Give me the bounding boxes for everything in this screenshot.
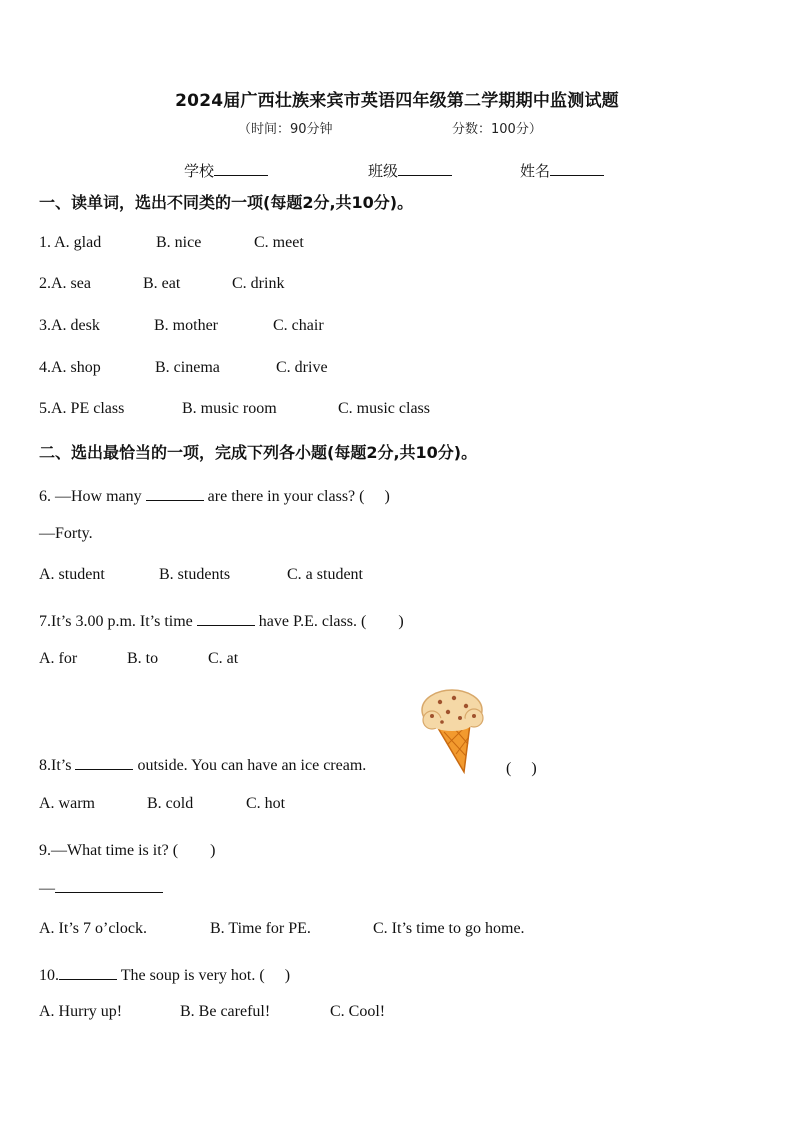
q10-option-a: A. Hurry up!: [39, 1003, 123, 1020]
q6-blank: [146, 486, 204, 501]
q7-stem-pre: 7.It’s 3.00 p.m. It’s time: [39, 613, 193, 630]
q10-blank: [59, 965, 117, 980]
q9-option-c: C. It’s time to go home.: [373, 920, 525, 937]
q8-option-b: B. cold: [147, 795, 194, 812]
q1-option-a: 1. A. glad: [39, 234, 102, 251]
q6-question: [39, 483, 390, 506]
name-label: 姓名: [520, 162, 551, 180]
q8-question: [39, 755, 366, 775]
q7-blank: [197, 611, 255, 626]
q2-option-b: B. eat: [143, 275, 181, 292]
q6-stem-pre: 6. —How many: [39, 488, 142, 505]
q9-blank: [55, 878, 163, 893]
q9-answer-dash: —: [39, 880, 55, 897]
q9-answer-line: [39, 878, 163, 898]
q8-blank: [75, 755, 133, 770]
q9-question: 9.—What time is it? ( ): [39, 842, 216, 859]
q10-option-c: C. Cool!: [330, 1003, 386, 1020]
q2-option-c: C. drink: [232, 275, 285, 292]
q10-stem-post: The soup is very hot. ( ): [120, 967, 291, 984]
page-title: 2024届广西壮族来宾市英语四年级第二学期期中监测试题: [175, 91, 619, 111]
q5-option-b: B. music room: [182, 400, 277, 417]
q6-option-c: C. a student: [287, 566, 363, 583]
q7-option-c: C. at: [208, 650, 239, 667]
q7-option-b: B. to: [127, 650, 159, 667]
q7-option-a: A. for: [39, 650, 78, 667]
q8-option-a: A. warm: [39, 795, 95, 812]
q10-question: [39, 962, 290, 985]
section2-heading: 二、选出最恰当的一项，完成下列各小题(每题2分,共10分)。: [39, 443, 478, 462]
class-field: [368, 160, 452, 181]
q9-option-b: B. Time for PE.: [210, 920, 311, 937]
q5-option-c: C. music class: [338, 400, 430, 417]
q8-option-c: C. hot: [246, 795, 286, 812]
q7-stem-post: have P.E. class. ( ): [258, 613, 404, 630]
section1-heading: 一、读单词，选出不同类的一项(每题2分,共10分)。: [39, 193, 414, 212]
class-blank: [398, 161, 452, 176]
exam-score: 分数：100分）: [452, 122, 542, 137]
name-blank: [550, 161, 604, 176]
q4-option-b: B. cinema: [155, 359, 220, 376]
q7-question: [39, 608, 404, 631]
school-label: 学校: [184, 162, 215, 180]
q3-option-b: B. mother: [154, 317, 218, 334]
exam-time: （时间：90分钟: [238, 122, 333, 137]
q8-stem-post: outside. You can have an ice cream.: [137, 757, 367, 774]
q6-option-a: A. student: [39, 566, 105, 583]
q6-answer: —Forty.: [39, 525, 93, 542]
q4-option-c: C. drive: [276, 359, 328, 376]
school-blank: [214, 161, 268, 176]
school-field: [184, 160, 268, 181]
q8-paren: ( ): [506, 760, 537, 777]
q9-option-a: A. It’s 7 o’clock.: [39, 920, 147, 937]
q6-stem-post: are there in your class? ( ): [207, 488, 390, 505]
q10-option-b: B. Be careful!: [180, 1003, 271, 1020]
class-label: 班级: [368, 162, 399, 180]
q3-option-a: 3.A. desk: [39, 317, 100, 334]
ice-cream-icon: [418, 684, 490, 776]
q5-option-a: 5.A. PE class: [39, 400, 125, 417]
q3-option-c: C. chair: [273, 317, 324, 334]
q2-option-a: 2.A. sea: [39, 275, 91, 292]
q6-option-b: B. students: [159, 566, 231, 583]
q1-option-b: B. nice: [156, 234, 202, 251]
q10-stem-pre: 10.: [39, 967, 59, 984]
q4-option-a: 4.A. shop: [39, 359, 101, 376]
q8-stem-pre: 8.It’s: [39, 757, 72, 774]
q1-option-c: C. meet: [254, 234, 304, 251]
name-field: [520, 160, 604, 181]
